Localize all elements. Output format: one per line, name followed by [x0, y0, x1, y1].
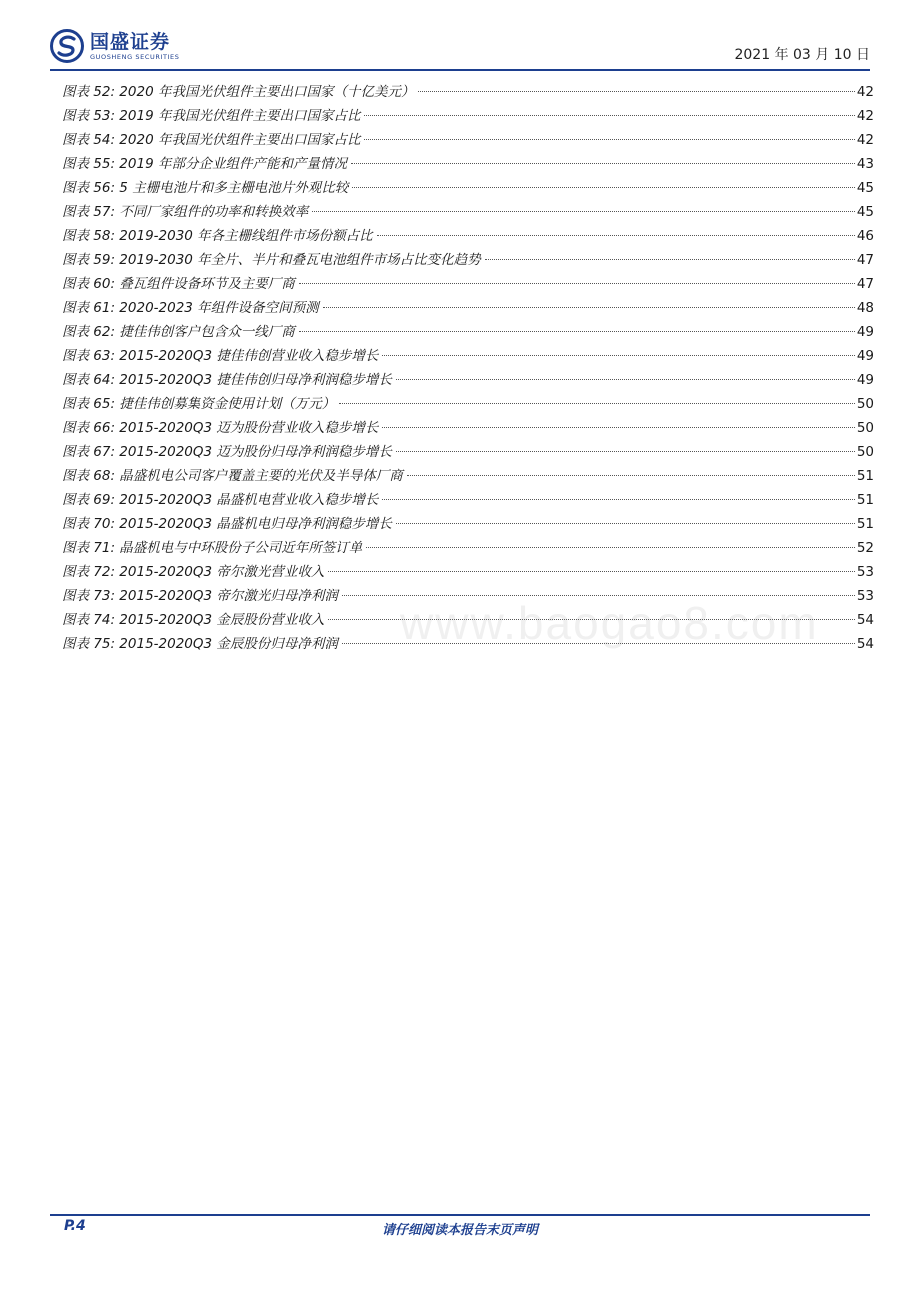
toc-leader-dots	[396, 451, 855, 452]
page-header	[50, 24, 870, 70]
toc-entry[interactable]	[62, 104, 874, 128]
toc-entry-page: 51	[856, 492, 874, 508]
company-logo	[50, 26, 179, 66]
toc-entry[interactable]	[62, 200, 874, 224]
toc-entry-page: 42	[856, 84, 874, 100]
figure-list	[62, 80, 874, 656]
toc-entry[interactable]	[62, 368, 874, 392]
toc-entry-page: 48	[856, 300, 874, 316]
toc-leader-dots	[364, 115, 854, 116]
toc-entry-page: 54	[856, 612, 874, 628]
toc-entry-title: 图表 58: 2019-2030 年各主栅线组件市场份额占比	[62, 228, 373, 244]
toc-entry-title: 图表 66: 2015-2020Q3 迈为股份营业收入稳步增长	[62, 420, 379, 436]
toc-leader-dots	[312, 211, 855, 212]
toc-leader-dots	[382, 427, 854, 428]
toc-entry[interactable]	[62, 272, 874, 296]
toc-entry-title: 图表 60: 叠瓦组件设备环节及主要厂商	[62, 276, 295, 292]
toc-entry-title: 图表 59: 2019-2030 年全片、半片和叠瓦电池组件市场占比变化趋势	[62, 252, 481, 268]
page-number: P.4	[64, 1218, 86, 1234]
toc-entry[interactable]	[62, 488, 874, 512]
toc-leader-dots	[407, 475, 855, 476]
toc-entry-page: 42	[856, 132, 874, 148]
toc-entry-page: 50	[856, 444, 874, 460]
toc-entry-page: 47	[856, 252, 874, 268]
toc-entry-page: 50	[856, 396, 874, 412]
toc-entry[interactable]	[62, 80, 874, 104]
toc-entry-title: 图表 74: 2015-2020Q3 金辰股份营业收入	[62, 612, 325, 628]
toc-leader-dots	[364, 139, 854, 140]
toc-entry-title: 图表 72: 2015-2020Q3 帝尔激光营业收入	[62, 564, 325, 580]
watermark: www.baogao8.com	[400, 597, 819, 649]
toc-entry-title: 图表 71: 晶盛机电与中环股份子公司近年所签订单	[62, 540, 363, 556]
toc-entry[interactable]	[62, 176, 874, 200]
toc-entry[interactable]	[62, 536, 874, 560]
toc-leader-dots	[418, 91, 854, 92]
toc-entry[interactable]	[62, 344, 874, 368]
toc-entry[interactable]	[62, 560, 874, 584]
report-date: 2021 年 03 月 10 日	[734, 47, 870, 63]
toc-entry-page: 54	[856, 636, 874, 652]
toc-entry[interactable]	[62, 416, 874, 440]
toc-leader-dots	[485, 259, 855, 260]
toc-entry-page: 50	[856, 420, 874, 436]
toc-entry-title: 图表 61: 2020-2023 年组件设备空间预测	[62, 300, 319, 316]
toc-entry-title: 图表 54: 2020 年我国光伏组件主要出口国家占比	[62, 132, 361, 148]
toc-leader-dots	[328, 571, 854, 572]
toc-entry-title: 图表 52: 2020 年我国光伏组件主要出口国家（十亿美元）	[62, 84, 415, 100]
toc-entry-title: 图表 56: 5 主栅电池片和多主栅电池片外观比较	[62, 180, 349, 196]
toc-entry-title: 图表 65: 捷佳伟创募集资金使用计划（万元）	[62, 396, 336, 412]
toc-leader-dots	[396, 523, 855, 524]
toc-entry-page: 42	[856, 108, 874, 124]
toc-entry[interactable]	[62, 464, 874, 488]
toc-leader-dots	[382, 499, 854, 500]
toc-entry-page: 51	[856, 516, 874, 532]
toc-leader-dots	[366, 547, 855, 548]
toc-entry-title: 图表 62: 捷佳伟创客户包含众一线厂商	[62, 324, 295, 340]
toc-entry-page: 47	[856, 276, 874, 292]
toc-entry-title: 图表 73: 2015-2020Q3 帝尔激光归母净利润	[62, 588, 338, 604]
toc-leader-dots	[351, 163, 855, 164]
toc-entry[interactable]	[62, 392, 874, 416]
toc-entry-page: 45	[856, 204, 874, 220]
footer-divider	[50, 1214, 870, 1216]
toc-entry-page: 52	[856, 540, 874, 556]
logo-english-name: GUOSHENG SECURITIES	[90, 52, 180, 61]
toc-entry-title: 图表 75: 2015-2020Q3 金辰股份归母净利润	[62, 636, 338, 652]
disclaimer-note: 请仔细阅读本报告末页声明	[381, 1223, 538, 1238]
toc-entry[interactable]	[62, 128, 874, 152]
toc-entry-page: 49	[856, 348, 874, 364]
toc-entry-page: 46	[856, 228, 874, 244]
toc-entry-title: 图表 53: 2019 年我国光伏组件主要出口国家占比	[62, 108, 361, 124]
toc-entry[interactable]	[62, 512, 874, 536]
toc-entry-title: 图表 57: 不同厂家组件的功率和转换效率	[62, 204, 309, 220]
logo-chinese-name: 国盛证券	[90, 30, 171, 53]
toc-entry-title: 图表 70: 2015-2020Q3 晶盛机电归母净利润稳步增长	[62, 516, 392, 532]
header-divider	[50, 69, 870, 71]
toc-entry-page: 49	[856, 324, 874, 340]
toc-entry-page: 53	[856, 564, 874, 580]
toc-entry-title: 图表 55: 2019 年部分企业组件产能和产量情况	[62, 156, 347, 172]
toc-entry-title: 图表 67: 2015-2020Q3 迈为股份归母净利润稳步增长	[62, 444, 392, 460]
toc-leader-dots	[339, 403, 855, 404]
toc-entry-title: 图表 69: 2015-2020Q3 晶盛机电营业收入稳步增长	[62, 492, 379, 508]
toc-leader-dots	[299, 331, 855, 332]
toc-entry[interactable]	[62, 320, 874, 344]
toc-entry-page: 49	[856, 372, 874, 388]
toc-entry-page: 45	[856, 180, 874, 196]
toc-entry[interactable]	[62, 152, 874, 176]
toc-leader-dots	[352, 187, 855, 188]
toc-leader-dots	[382, 355, 854, 356]
toc-leader-dots	[396, 379, 855, 380]
toc-entry[interactable]	[62, 296, 874, 320]
toc-entry-page: 53	[856, 588, 874, 604]
toc-entry[interactable]	[62, 224, 874, 248]
toc-entry[interactable]	[62, 248, 874, 272]
toc-leader-dots	[377, 235, 855, 236]
toc-entry-title: 图表 64: 2015-2020Q3 捷佳伟创归母净利润稳步增长	[62, 372, 392, 388]
toc-leader-dots	[323, 307, 855, 308]
toc-entry-page: 43	[856, 156, 874, 172]
toc-entry-page: 51	[856, 468, 874, 484]
toc-entry-title: 图表 68: 晶盛机电公司客户覆盖主要的光伏及半导体厂商	[62, 468, 403, 484]
toc-entry-title: 图表 63: 2015-2020Q3 捷佳伟创营业收入稳步增长	[62, 348, 379, 364]
toc-entry[interactable]	[62, 440, 874, 464]
toc-leader-dots	[299, 283, 855, 284]
guosheng-logo-icon	[50, 29, 84, 63]
